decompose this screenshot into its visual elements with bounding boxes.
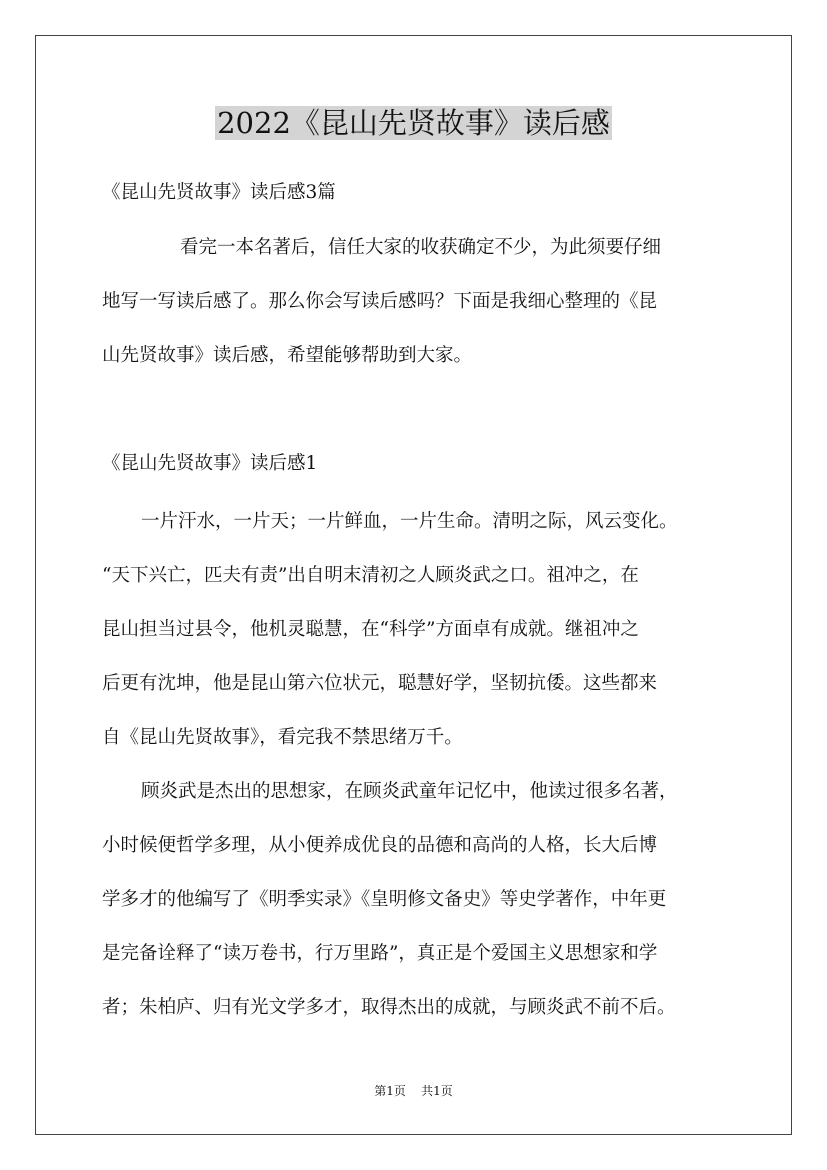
section-heading: 《昆山先贤故事》读后感1 [102, 453, 318, 474]
paragraph1-line-5: 自《昆山先贤故事》，看完我不禁思绪万千。 [102, 727, 463, 748]
page-total: 共1页 [421, 1084, 453, 1098]
paragraph2-line-1: 顾炎武是杰出的思想家，在顾炎武童年记忆中，他读过很多名著， [141, 781, 678, 802]
paragraph2-line-3: 学多才的他编写了《明季实录》《皇明修文备史》等史学著作，中年更 [102, 889, 667, 910]
paragraph1-line-3: 昆山担当过县令，他机灵聪慧，在“科学”方面卓有成就。继祖冲之 [102, 619, 639, 640]
intro-line-1: 看完一本名著后，信任大家的收获确定不少，为此须要仔细 [180, 237, 662, 258]
paragraph2-line-5: 者；朱柏庐、归有光文学多才，取得杰出的成就，与顾炎武不前不后。 [102, 997, 676, 1018]
paragraph2-line-2: 小时候便哲学多理，从小便养成优良的品德和高尚的人格，长大后博 [102, 835, 658, 856]
document-title-text: 2022《昆山先贤故事》读后感 [217, 106, 610, 140]
intro-line-2: 地写一写读后感了。那么你会写读后感吗？下面是我细心整理的《昆 [102, 291, 658, 312]
page-footer [0, 1083, 827, 1099]
document-subtitle: 《昆山先贤故事》读后感3篇 [102, 182, 336, 203]
paragraph1-line-1: 一片汗水，一片天；一片鲜血，一片生命。清明之际，风云变化。 [141, 511, 678, 532]
paragraph1-line-2: “天下兴亡，匹夫有责”出自明末清初之人顾炎武之口。祖冲之，在 [102, 565, 639, 586]
paragraph2-line-4: 是完备诠释了“读万卷书，行万里路”，真正是个爱国主义思想家和学 [102, 943, 658, 964]
intro-line-3: 山先贤故事》读后感，希望能够帮助到大家。 [102, 345, 473, 366]
page-number: 第1页 [374, 1084, 406, 1098]
document-title [0, 103, 827, 143]
paragraph1-line-4: 后更有沈坤，他是昆山第六位状元，聪慧好学，坚韧抗倭。这些都来 [102, 673, 658, 694]
